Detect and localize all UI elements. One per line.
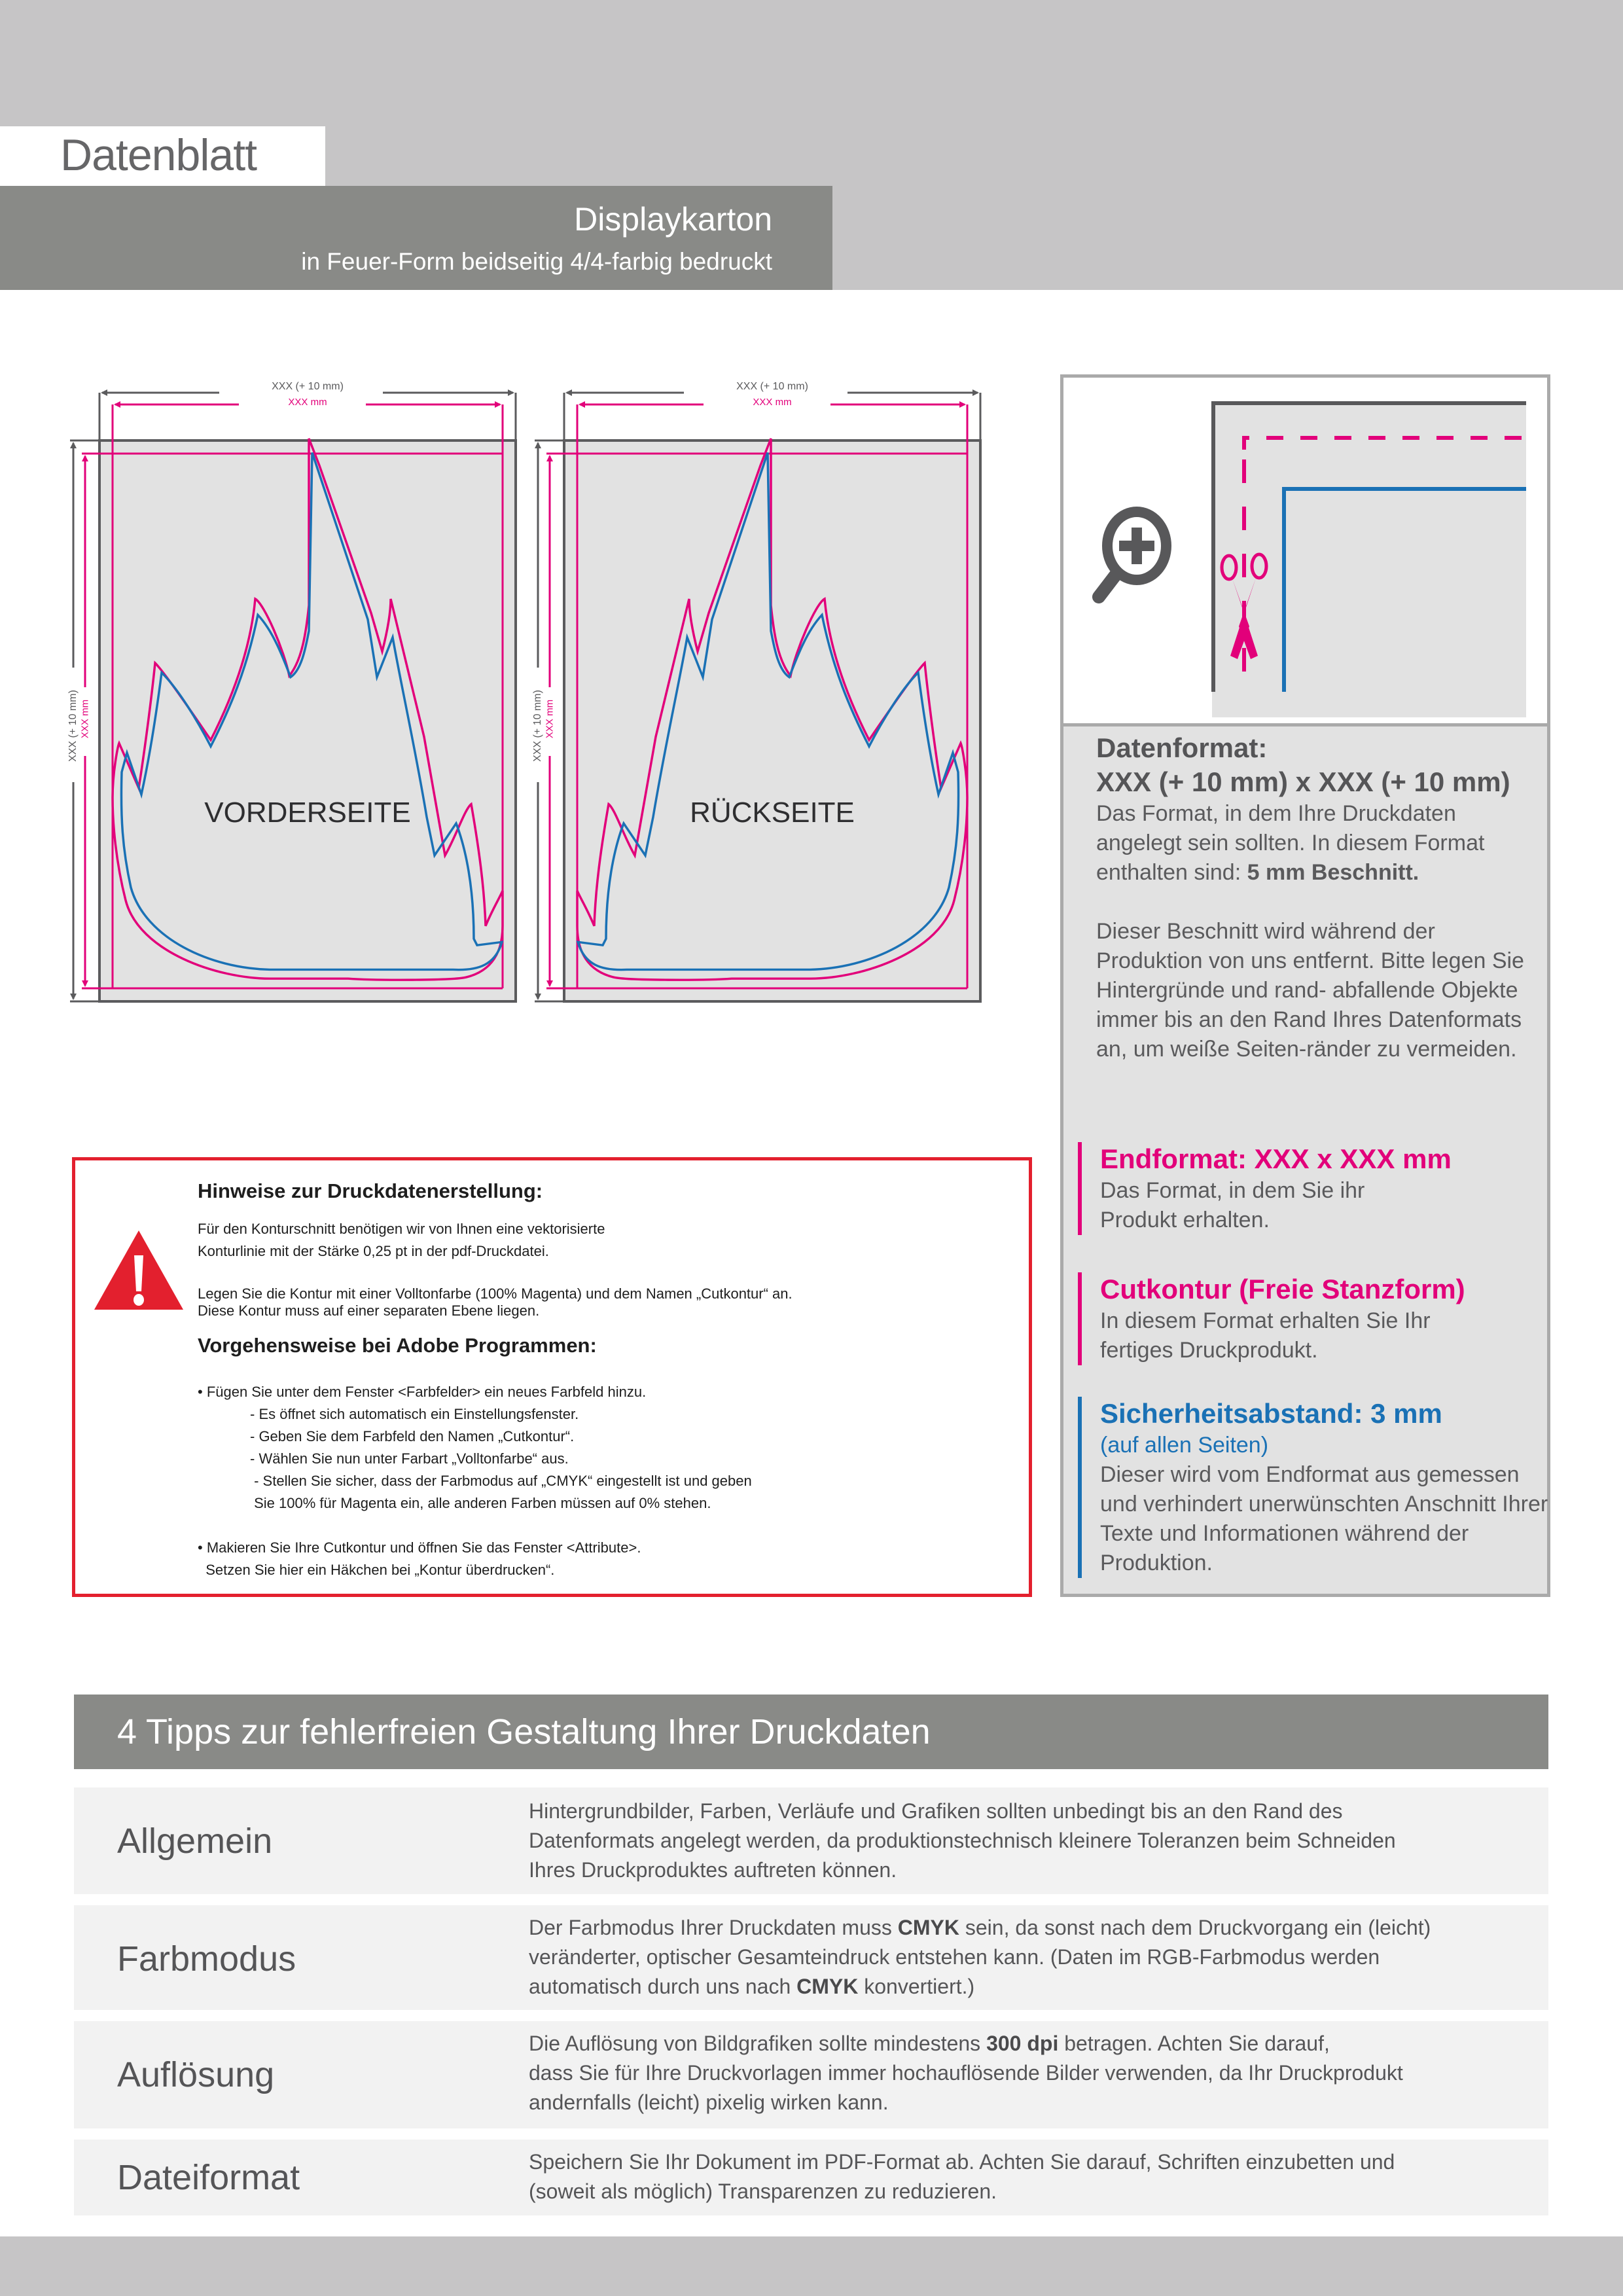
product-subtitle: in Feuer-Form beidseitig 4/4-farbig bedruckt <box>301 248 772 275</box>
notice-step: • Makieren Sie Ihre Cutkontur und öffnen Sie das Fenster <Attribute>. <box>198 1539 641 1556</box>
product-name: Displaykarton <box>574 201 772 238</box>
datenformat-section <box>1096 731 1535 1064</box>
width-outer-label: XXX (+ 10 mm) <box>272 381 344 392</box>
notice-box <box>72 1157 1032 1597</box>
page-title: Datenblatt <box>60 130 257 180</box>
sicherheit-section <box>1078 1397 1548 1578</box>
notice-step: • Fügen Sie unter dem Fenster <Farbfelder> ein neues Farbfeld hinzu. <box>198 1384 647 1400</box>
tip-label: Dateiformat <box>117 2158 300 2197</box>
back-panel <box>527 380 998 1021</box>
endformat-section <box>1078 1142 1545 1235</box>
format-info-panel <box>1060 374 1550 1597</box>
tips-header <box>74 1695 1548 1769</box>
tips-title: 4 Tipps zur fehlerfreien Gestaltung Ihrer Druckdaten <box>117 1712 931 1751</box>
notice-step: Setzen Sie hier ein Häkchen bei „Kontur überdrucken“. <box>198 1562 555 1578</box>
width-outer-label: XXX (+ 10 mm) <box>736 381 808 392</box>
tip-text: Die Auflösung von Bildgrafiken sollte mindestens 300 dpi betragen. Achten Sie darauf, dass Sie für Ihre Druckvorlagen immer hochauflösende Bilder verwenden, da Ihr Druckprodukt andernfalls (leicht) pixelig wirken kann. <box>529 2032 1403 2114</box>
notice-line: Legen Sie die Kontur mit einer Volltonfarbe (100% Magenta) und dem Namen „Cutkontur“ an. <box>198 1285 793 1302</box>
notice-heading-2: Vorgehensweise bei Adobe Programmen: <box>198 1334 597 1357</box>
tip-text: Der Farbmodus Ihrer Druckdaten muss CMYK sein, da sonst nach dem Druckvorgang ein (leicht) veränderter, optischer Gesamteindruck entstehen kann. (Daten im RGB-Farbmodus werden automatisch durch uns nach CMYK konvertiert.) <box>529 1916 1431 1998</box>
tip-row-farbmodus <box>74 1905 1548 2010</box>
notice-step: - Es öffnet sich automatisch ein Einstellungsfenster. <box>250 1406 579 1422</box>
tip-row-aufloesung <box>74 2021 1548 2128</box>
beschnitt-text: Dieser Beschnitt wird während der Produktion von uns entfernt. Bitte legen Sie Hintergründe und rand- abfallende Objekte immer bis an den Rand Ihres Datenformats an, um weiße Seiten-ränder zu vermeiden. <box>1096 919 1524 1062</box>
tip-label: Allgemein <box>117 1821 273 1861</box>
notice-step: Sie 100% für Magenta ein, alle anderen Farben müssen auf 0% stehen. <box>250 1495 711 1511</box>
front-panel <box>62 380 533 1021</box>
sicherheit-heading: Sicherheitsabstand: 3 mm <box>1100 1398 1442 1429</box>
notice-line: Für den Konturschnitt benötigen wir von Ihnen eine vektorisierte <box>198 1221 605 1237</box>
side-label-back: RÜCKSEITE <box>690 797 855 829</box>
cutkontur-heading: Cutkontur (Freie Stanzform) <box>1100 1274 1465 1304</box>
height-outer-label: XXX (+ 10 mm) <box>532 690 543 762</box>
height-inner-label: XXX mm <box>544 699 556 739</box>
sicherheit-text: Dieser wird vom Endformat aus gemessen und verhindert unerwünschten Anschnitt Ihrer Texte und Informationen während der Produktion. <box>1100 1462 1548 1575</box>
back-panel-drawing <box>527 380 998 1021</box>
tip-label: Farbmodus <box>117 1939 296 1979</box>
datenformat-heading: Datenformat: <box>1096 732 1268 763</box>
zoom-in-icon <box>1099 512 1166 597</box>
notice-step: - Geben Sie dem Farbfeld den Namen „Cutkontur“. <box>250 1428 575 1444</box>
notice-line: Konturlinie mit der Stärke 0,25 pt in der pdf-Druckdatei. <box>198 1243 549 1259</box>
endformat-text: Das Format, in dem Sie ihr Produkt erhalten. <box>1100 1178 1365 1232</box>
tip-label: Auflösung <box>117 2055 275 2094</box>
tip-row-allgemein <box>74 1787 1548 1894</box>
notice-heading: Hinweise zur Druckdatenerstellung: <box>198 1179 543 1202</box>
front-panel-drawing <box>62 380 533 1021</box>
sicherheit-subheading: (auf allen Seiten) <box>1100 1433 1269 1458</box>
tip-row-dateiformat <box>74 2140 1548 2215</box>
width-inner-label: XXX mm <box>753 397 792 408</box>
width-inner-label: XXX mm <box>288 397 327 408</box>
endformat-heading: Endformat: XXX x XXX mm <box>1100 1143 1452 1174</box>
tip-text: Hintergrundbilder, Farben, Verläufe und Grafiken sollten unbedingt bis an den Rand des Datenformats angelegt werden, da produktionstechnisch kleinere Toleranzen beim Schneiden Ihres Druckproduktes auftreten können. <box>529 1799 1396 1882</box>
footer-band <box>0 2236 1623 2296</box>
height-inner-label: XXX mm <box>79 699 91 739</box>
notice-step: - Wählen Sie nun unter Farbart „Volltonfarbe“ aus. <box>250 1450 569 1467</box>
notice-step: - Stellen Sie sicher, dass der Farbmodus auf „CMYK“ eingestellt ist und geben <box>250 1473 752 1489</box>
height-outer-label: XXX (+ 10 mm) <box>67 690 79 762</box>
datenformat-size: XXX (+ 10 mm) x XXX (+ 10 mm) <box>1096 766 1510 797</box>
tip-text: Speichern Sie Ihr Dokument im PDF-Format ab. Achten Sie darauf, Schriften einzubetten und (soweit als möglich) Transparenzen zu reduzieren. <box>529 2150 1395 2203</box>
cutkontur-section <box>1078 1272 1545 1365</box>
datenformat-text: Das Format, in dem Ihre Druckdaten angelegt sein sollten. In diesem Format enthalten sind: 5 mm Beschnitt. <box>1096 801 1485 885</box>
cutkontur-text: In diesem Format erhalten Sie Ihr fertiges Druckprodukt. <box>1100 1308 1431 1363</box>
notice-line: Diese Kontur muss auf einer separaten Ebene liegen. <box>198 1302 540 1319</box>
bleed-detail-illustration <box>1063 378 1547 726</box>
warning-icon <box>93 1229 185 1311</box>
side-label-front: VORDERSEITE <box>204 797 411 829</box>
